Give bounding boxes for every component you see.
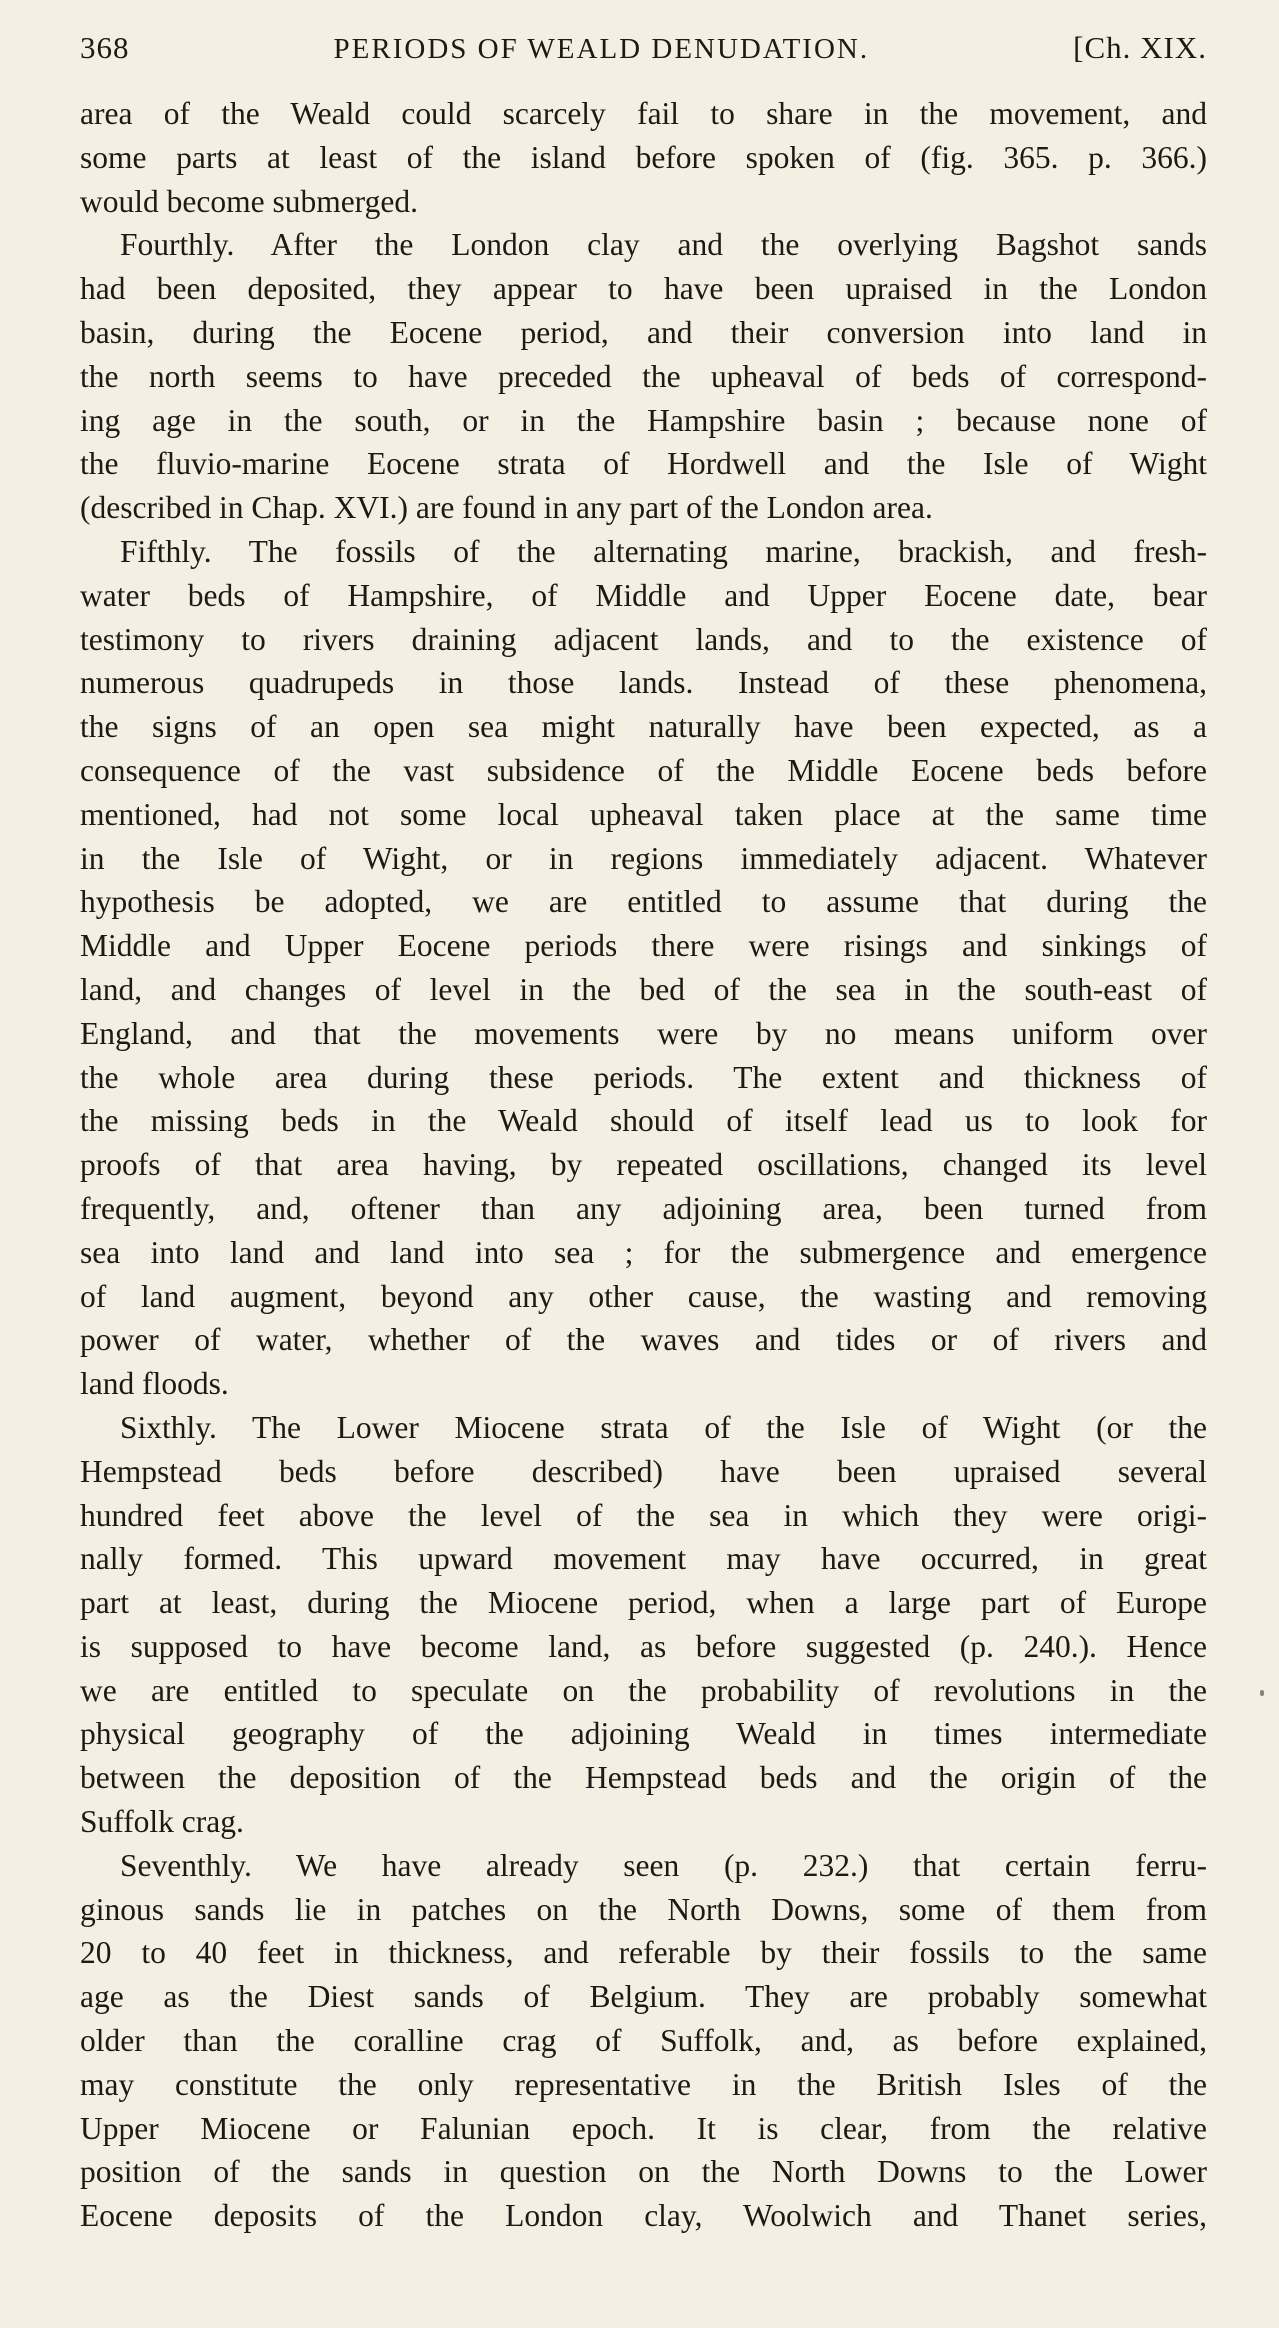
page-header-title: PERIODS OF WEALD DENUDATION. <box>333 33 870 65</box>
paragraph-start-fifthly: Fifthly. The fossils of the alternating marine, brackish, and fresh- <box>120 533 1207 569</box>
text-line: consequence of the vast subsidence of the Middle Eocene beds before <box>80 752 1207 788</box>
text-line: (described in Chap. XVI.) are found in any part of the London area. <box>80 490 933 526</box>
text-line: Eocene deposits of the London clay, Woolwich and Thanet series, <box>80 2198 1207 2234</box>
text-line: ing age in the south, or in the Hampshire basin ; because none of <box>80 402 1207 438</box>
body-text <box>80 92 1207 2238</box>
text-line: area of the Weald could scarcely fail to share in the movement, and <box>80 96 1207 131</box>
text-line: sea into land and land into sea ; for the submergence and emergence <box>80 1234 1207 1270</box>
chapter-reference: [Ch. XIX. <box>1073 30 1207 65</box>
text-line: between the deposition of the Hempstead beds and the origin of the <box>80 1760 1207 1796</box>
text-line: age as the Diest sands of Belgium. They are probably somewhat <box>80 1979 1207 2015</box>
page-number: 368 <box>80 30 130 65</box>
text-line: hundred feet above the level of the sea in which they were origi- <box>80 1497 1207 1533</box>
text-line: would become submerged. <box>80 183 418 219</box>
paragraph-start-seventhly: Seventhly. We have already seen (p. 232.) that certain ferru- <box>120 1847 1207 1883</box>
text-line: frequently, and, oftener than any adjoining area, been turned from <box>80 1190 1207 1226</box>
running-head <box>80 22 1207 74</box>
text-line: basin, during the Eocene period, and their conversion into land in <box>80 314 1207 350</box>
text-line: land floods. <box>80 1366 229 1402</box>
text-line: the north seems to have preceded the upheaval of beds of correspond- <box>80 358 1207 394</box>
text-line: older than the coralline crag of Suffolk, and, as before explained, <box>80 2023 1207 2059</box>
text-line: Upper Miocene or Falunian epoch. It is clear, from the relative <box>80 2110 1207 2146</box>
text-line: Suffolk crag. <box>80 1804 244 1840</box>
text-line: the whole area during these periods. The extent and thickness of <box>80 1059 1207 1095</box>
text-line: power of water, whether of the waves and tides or of rivers and <box>80 1322 1207 1358</box>
text-line: the missing beds in the Weald should of itself lead us to look for <box>80 1103 1207 1139</box>
text-line: mentioned, had not some local upheaval taken place at the same time <box>80 796 1207 832</box>
text-line: we are entitled to speculate on the probability of revolutions in the <box>80 1672 1207 1708</box>
text-line: Hempstead beds before described) have been upraised several <box>80 1453 1207 1489</box>
text-line: of land augment, beyond any other cause, the wasting and removing <box>80 1278 1207 1314</box>
text-line: land, and changes of level in the bed of the sea in the south-east of <box>80 971 1207 1007</box>
text-line: physical geography of the adjoining Weald in times intermediate <box>80 1716 1207 1752</box>
text-line: proofs of that area having, by repeated oscillations, changed its level <box>80 1147 1207 1183</box>
text-line: the fluvio-marine Eocene strata of Hordwell and the Isle of Wight <box>80 446 1207 482</box>
text-line: hypothesis be adopted, we are entitled to assume that during the <box>80 884 1207 920</box>
text-line: position of the sands in question on the North Downs to the Lower <box>80 2154 1207 2190</box>
text-line: water beds of Hampshire, of Middle and Upper Eocene date, bear <box>80 577 1207 613</box>
text-line: some parts at least of the island before spoken of (fig. 365. p. 366.) <box>80 139 1207 175</box>
text-line: testimony to rivers draining adjacent lands, and to the existence of <box>80 621 1207 657</box>
text-line: is supposed to have become land, as before suggested (p. 240.). Hence <box>80 1628 1207 1664</box>
text-line: in the Isle of Wight, or in regions immediately adjacent. Whatever <box>80 840 1207 876</box>
paper-speck <box>1260 1690 1264 1696</box>
text-line: ginous sands lie in patches on the North Downs, some of them from <box>80 1891 1207 1927</box>
paragraph-start-sixthly: Sixthly. The Lower Miocene strata of the Isle of Wight (or the <box>120 1409 1207 1445</box>
text-line: the signs of an open sea might naturally have been expected, as a <box>80 709 1207 745</box>
text-line: had been deposited, they appear to have been upraised in the London <box>80 271 1207 307</box>
text-line: Middle and Upper Eocene periods there were risings and sinkings of <box>80 928 1207 964</box>
text-line: England, and that the movements were by no means uniform over <box>80 1015 1207 1051</box>
text-line: 20 to 40 feet in thickness, and referable by their fossils to the same <box>80 1935 1207 1971</box>
paragraph-start-fourthly: Fourthly. After the London clay and the overlying Bagshot sands <box>120 227 1207 263</box>
book-page <box>80 22 1207 2238</box>
text-line: part at least, during the Miocene period, when a large part of Europe <box>80 1585 1207 1621</box>
text-line: nally formed. This upward movement may have occurred, in great <box>80 1541 1207 1577</box>
text-line: numerous quadrupeds in those lands. Instead of these phenomena, <box>80 665 1207 701</box>
text-line: may constitute the only representative in the British Isles of the <box>80 2066 1207 2102</box>
